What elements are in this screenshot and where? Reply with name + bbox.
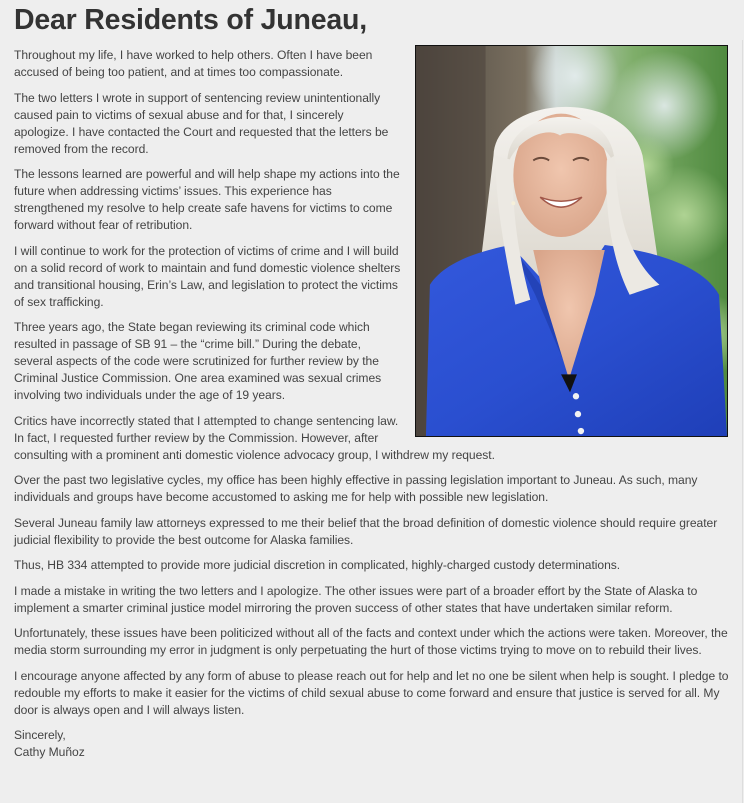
letter-heading: Dear Residents of Juneau,: [14, 4, 367, 36]
signature: Cathy Muñoz: [14, 745, 85, 759]
paragraph-1: Throughout my life, I have worked to help others. Often I have been accused of being too patient, and at times too compassionate.: [14, 48, 373, 79]
paragraph-6: Critics have incorrectly stated that I attempted to change sentencing law. In fact, I requested further review by the Commission. However, after consulting with a prominent anti domestic violence advocacy group, I withdrew my request.: [14, 413, 495, 462]
paragraph-7: Over the past two legislative cycles, my office has been highly effective in passing legislation important to Juneau. As such, many individuals and groups have become accustomed to asking me for help with possible new legislation.: [14, 473, 698, 504]
letter: [14, 0, 730, 770]
paragraph-11: Unfortunately, these issues have been politicized without all of the facts and context under which the actions were taken. Moreover, the media storm surrounding my error in judgment is only perpetuating the hurt of those victims trying to move on to rebuild their lives.: [14, 626, 728, 657]
closing: Sincerely,: [14, 728, 66, 742]
paragraph-10: I made a mistake in writing the two letters and I apologize. The other issues were part of a broader effort by the State of Alaska to implement a smarter criminal justice model mirroring the proven success of other states that have undertaken similar reform.: [14, 583, 698, 615]
page-edge-divider: [742, 40, 743, 803]
paragraph-9: Thus, HB 334 attempted to provide more judicial discretion in complicated, highly-charged custody determinations.: [14, 558, 621, 572]
paragraph-5: Three years ago, the State began reviewing its criminal code which resulted in passage of SB 91 – the “crime bill.” During the debate, several aspects of the code were scrutinized for further review by the Criminal Justice Commission. One area examined was sexual crimes involving two individuals under the age of 19 years.: [14, 320, 382, 402]
paragraph-3: The lessons learned are powerful and will help shape my actions into the future when addressing victims’ issues. This experience has strengthened my resolve to help create safe havens for victims to come forward without fear of retribution.: [14, 167, 400, 232]
paragraph-2: The two letters I wrote in support of sentencing review unintentionally caused pain to victims of sexual abuse and for that, I sincerely apologize. I have contacted the Court and requested that the letters be removed from the record.: [14, 90, 389, 156]
paragraph-8: Several Juneau family law attorneys expressed to me their belief that the broad definition of domestic violence should require greater judicial flexibility to provide the best outcome for Alaska families.: [14, 515, 718, 547]
paragraph-4: I will continue to work for the protection of victims of crime and I will build on a solid record of work to maintain and fund domestic violence shelters and transitional housing, Erin’s Law, and legislation to protect the victims of sex trafficking.: [14, 243, 401, 309]
portrait-image: [416, 46, 727, 436]
signoff: [14, 727, 730, 761]
paragraph-12: I encourage anyone affected by any form of abuse to please reach out for help and let no one be silent when help is sought. I pledge to redouble my efforts to make it easier for the victims of child sexual abuse to come forward and ensure that justice is served for all. My door is always open and I will always listen.: [14, 668, 729, 717]
portrait-photo: [415, 45, 728, 437]
